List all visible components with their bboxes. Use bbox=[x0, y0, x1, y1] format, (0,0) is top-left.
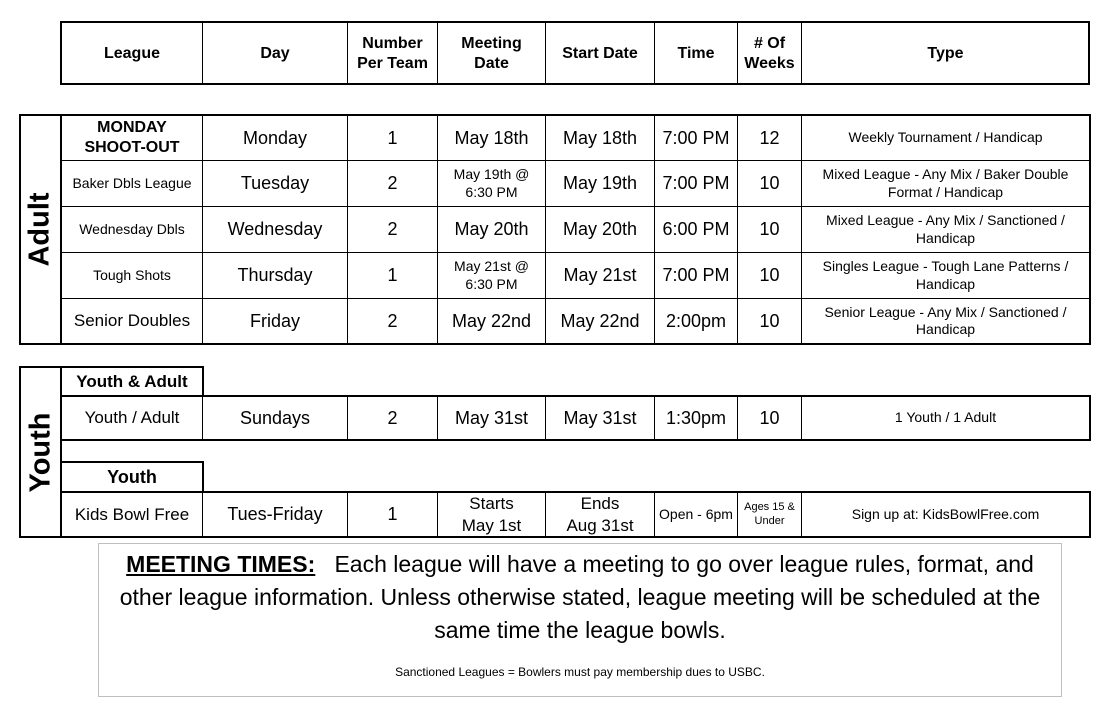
league-name: Kids Bowl Free bbox=[74, 504, 190, 524]
meeting-date: May 31st bbox=[454, 407, 529, 428]
youth-title: Youth bbox=[107, 467, 157, 488]
header-league: League bbox=[103, 45, 160, 62]
start-date: May 18th bbox=[562, 127, 638, 148]
weeks-count: 10 bbox=[759, 310, 780, 331]
number-per-team: 1 bbox=[387, 127, 398, 148]
league-name: Senior Doubles bbox=[73, 311, 191, 331]
number-per-team: 2 bbox=[387, 310, 398, 331]
start-date: May 20th bbox=[562, 219, 638, 240]
notice-footnote: Sanctioned Leagues = Bowlers must pay membership dues to USBC. bbox=[395, 665, 765, 679]
league-time: 2:00pm bbox=[665, 310, 727, 331]
header-number-per-team: Number Per Team bbox=[357, 35, 428, 72]
league-day: Thursday bbox=[237, 265, 313, 286]
header-type: Type bbox=[927, 45, 964, 62]
header-time: Time bbox=[677, 45, 715, 62]
weeks-count: Ages 15 & Under bbox=[744, 500, 795, 527]
header-weeks: # Of Weeks bbox=[744, 35, 795, 72]
league-day: Tuesday bbox=[240, 173, 310, 194]
league-day: Friday bbox=[249, 310, 300, 331]
meeting-date: May 20th bbox=[454, 219, 529, 240]
weeks-count: 10 bbox=[759, 173, 780, 194]
league-type: Senior League - Any Mix / Sanctioned / Handicap bbox=[824, 303, 1067, 337]
league-time: 7:00 PM bbox=[662, 265, 730, 286]
league-type: Sign up at: KidsBowlFree.com bbox=[851, 505, 1040, 522]
number-per-team: 2 bbox=[387, 407, 398, 428]
league-name: MONDAY SHOOT-OUT bbox=[84, 119, 180, 156]
league-day: Wednesday bbox=[227, 219, 323, 240]
league-time: 7:00 PM bbox=[662, 173, 730, 194]
league-time: 6:00 PM bbox=[662, 219, 730, 240]
league-name: Baker Dbls League bbox=[72, 174, 192, 191]
header-day: Day bbox=[260, 45, 290, 62]
weeks-count: 10 bbox=[759, 265, 780, 286]
youth-label: Youth bbox=[24, 412, 56, 492]
notice-heading: MEETING TIMES: bbox=[126, 551, 316, 577]
league-name: Wednesday Dbls bbox=[79, 220, 185, 237]
number-per-team: 2 bbox=[387, 173, 398, 194]
league-day: Tues-Friday bbox=[227, 504, 323, 525]
weeks-count: 10 bbox=[759, 407, 780, 428]
league-name: Youth / Adult bbox=[84, 408, 180, 428]
league-type: Mixed League - Any Mix / Baker Double Format / Handicap bbox=[822, 166, 1069, 200]
header-start-date: Start Date bbox=[562, 45, 638, 62]
league-time: Open - 6pm bbox=[659, 505, 733, 522]
start-date: May 19th bbox=[562, 173, 638, 194]
meeting-date: May 21st @ 6:30 PM bbox=[454, 258, 529, 292]
start-date: May 22nd bbox=[560, 310, 640, 331]
header-meeting-date: Meeting Date bbox=[461, 35, 522, 72]
meeting-date: May 18th bbox=[454, 127, 529, 148]
meeting-date: May 19th @ 6:30 PM bbox=[453, 166, 530, 200]
meeting-date: Starts May 1st bbox=[461, 494, 522, 535]
notice-text bbox=[110, 548, 1050, 647]
adult-label: Adult bbox=[24, 192, 56, 267]
number-per-team: 1 bbox=[387, 504, 398, 525]
number-per-team: 2 bbox=[387, 219, 398, 240]
league-time: 1:30pm bbox=[665, 407, 727, 428]
league-time: 7:00 PM bbox=[662, 127, 730, 148]
start-date: May 31st bbox=[563, 407, 637, 428]
meeting-date: May 22nd bbox=[451, 310, 532, 331]
weeks-count: 10 bbox=[759, 219, 780, 240]
weeks-count: 12 bbox=[759, 127, 780, 148]
league-type: Mixed League - Any Mix / Sanctioned / Handicap bbox=[826, 212, 1065, 246]
start-date: Ends Aug 31st bbox=[566, 494, 634, 535]
league-type: 1 Youth / 1 Adult bbox=[894, 409, 997, 426]
youth-adult-title: Youth & Adult bbox=[76, 372, 188, 392]
notice-body: Each league will have a meeting to go over league rules, format, and other league information. Unless otherwise stated, league meeting will be scheduled at the same time the league bowls. bbox=[119, 551, 1041, 643]
league-type: Singles League - Tough Lane Patterns / Handicap bbox=[822, 258, 1069, 292]
number-per-team: 1 bbox=[387, 265, 398, 286]
start-date: May 21st bbox=[563, 265, 637, 286]
league-day: Sundays bbox=[239, 407, 311, 428]
league-type: Weekly Tournament / Handicap bbox=[848, 129, 1043, 146]
league-name: Tough Shots bbox=[93, 266, 171, 283]
league-day: Monday bbox=[242, 127, 308, 148]
